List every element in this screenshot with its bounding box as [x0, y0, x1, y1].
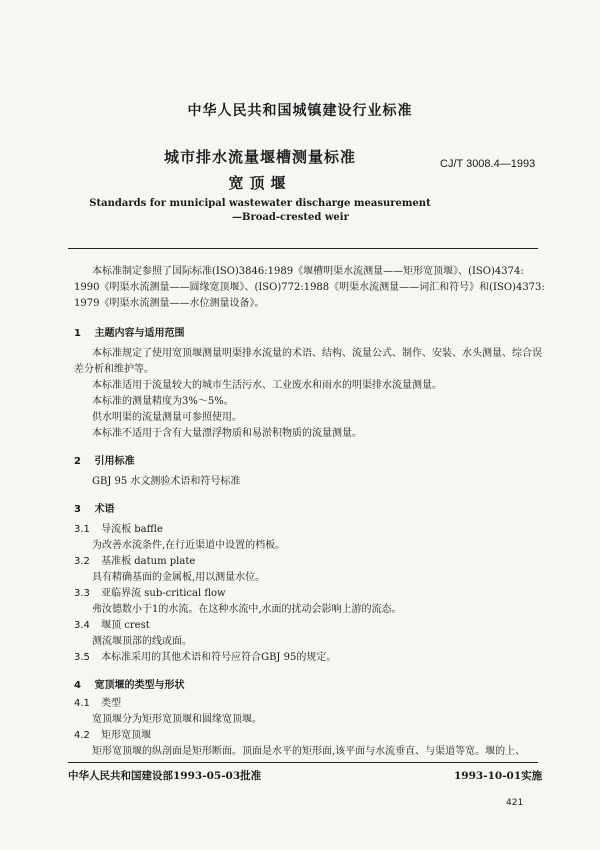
approval-date: 中华人民共和国建设部1993-05-03批准	[68, 770, 262, 782]
term-3-3-number: 3.3	[74, 588, 90, 599]
term-3-4-number: 3.4	[74, 620, 90, 631]
term-3-5-number: 3.5	[74, 652, 90, 663]
issuing-authority: 中华人民共和国城镇建设行业标准	[187, 103, 413, 119]
term-3-1-definition: 为改善水流条件,在行近渠道中设置的档板。	[92, 540, 286, 551]
clause-4-2-number: 4.2	[74, 730, 90, 741]
document-subtitle-cn: 宽顶堰	[228, 174, 292, 192]
s1-line-1: 本标准规定了使用宽顶堰测量明渠排水流量的术语、结构、流量公式、制作、安装、水头测量、综合误	[92, 348, 542, 359]
page-number: 421	[506, 798, 524, 808]
term-3-2-number: 3.2	[74, 556, 90, 567]
section-1-title: 主题内容与适用范围	[94, 328, 185, 339]
implementation-date: 1993-10-01实施	[454, 770, 543, 782]
clause-4-1	[74, 696, 121, 711]
term-3-3-definition: 弗汝德数小于1的水流。在这种水流中,水面的扰动会影响上游的流态。	[92, 604, 402, 615]
term-3-4-definition: 测流堰顶部的线或面。	[92, 636, 192, 647]
term-3-2-definition: 具有精确基面的金属板,用以测量水位。	[92, 572, 266, 583]
document-title-cn: 城市排水流量堰槽测量标准	[163, 148, 356, 166]
s2-line-1: GBJ 95 水文测验术语和符号标准	[92, 476, 241, 487]
s1-line-6: 本标准不适用于含有大量漂浮物质和易淤积物质的流量测量。	[92, 428, 362, 439]
section-3-number: 3	[74, 504, 81, 515]
standard-number: CJ/T 3008.4—1993	[440, 158, 536, 170]
term-3-4	[74, 618, 150, 633]
section-4-heading	[74, 676, 184, 691]
document-subtitle-en: —Broad-crested weir	[232, 212, 349, 223]
document-title-en: Standards for municipal wastewater discharge measurement	[89, 198, 431, 209]
term-3-2-term: 基准板 datum plate	[101, 556, 196, 567]
section-3-heading	[74, 500, 114, 515]
clause-4-1-title: 类型	[101, 698, 122, 709]
s1-line-5: 供水明渠的流量测量可参照使用。	[92, 412, 242, 423]
section-4-title: 宽顶堰的类型与形状	[94, 680, 185, 691]
footer-divider	[68, 762, 538, 763]
clause-4-2-title: 矩形宽顶堰	[101, 730, 152, 741]
intro-line-1: 本标准制定参照了国际标准(ISO)3846:1989《堰槽明渠水流测量——矩形宽顶堰》、(ISO)4374:	[92, 266, 524, 277]
term-3-3-term: 亚临界流 sub-critical flow	[101, 588, 226, 599]
intro-line-2: 1990《明渠水流测量——圆缘宽顶堰》、(ISO)772:1988《明渠水流测量——词汇和符号》和(ISO)4373:	[74, 282, 545, 293]
header-divider	[68, 248, 538, 249]
intro-line-3: 1979《明渠水流测量——水位测量设备》。	[74, 298, 265, 309]
clause-4-2	[74, 728, 151, 743]
section-3-title: 术语	[94, 504, 115, 515]
section-1-number: 1	[74, 328, 81, 339]
section-2-title: 引用标准	[94, 456, 135, 467]
section-2-number: 2	[74, 456, 81, 467]
section-1-heading	[74, 324, 184, 339]
term-3-5	[74, 650, 336, 665]
section-2-heading	[74, 452, 134, 467]
term-3-5-text: 本标准采用的其他术语和符号应符合GBJ 95的规定。	[101, 652, 337, 663]
s1-line-2: 差分析和维护等。	[74, 364, 154, 375]
clause-4-1-number: 4.1	[74, 698, 90, 709]
term-3-2	[74, 554, 195, 569]
s1-line-3: 本标准适用于流量较大的城市生活污水、工业废水和雨水的明渠排水流量测量。	[92, 380, 442, 391]
s1-line-4: 本标准的测量精度为3%～5%。	[92, 396, 234, 407]
clause-4-2-text: 矩形宽顶堰的纵剖面是矩形断面。顶面是水平的矩形面,该平面与水流垂直、与渠道等宽。堰的上、	[92, 746, 526, 757]
term-3-1-number: 3.1	[74, 524, 90, 535]
term-3-1	[74, 522, 163, 537]
term-3-1-term: 导流板 baffle	[101, 524, 163, 535]
term-3-3	[74, 586, 226, 601]
term-3-4-term: 堰顶 crest	[101, 620, 150, 631]
section-4-number: 4	[74, 680, 81, 691]
clause-4-1-text: 宽顶堰分为矩形宽顶堰和圆缘宽顶堰。	[92, 714, 262, 725]
